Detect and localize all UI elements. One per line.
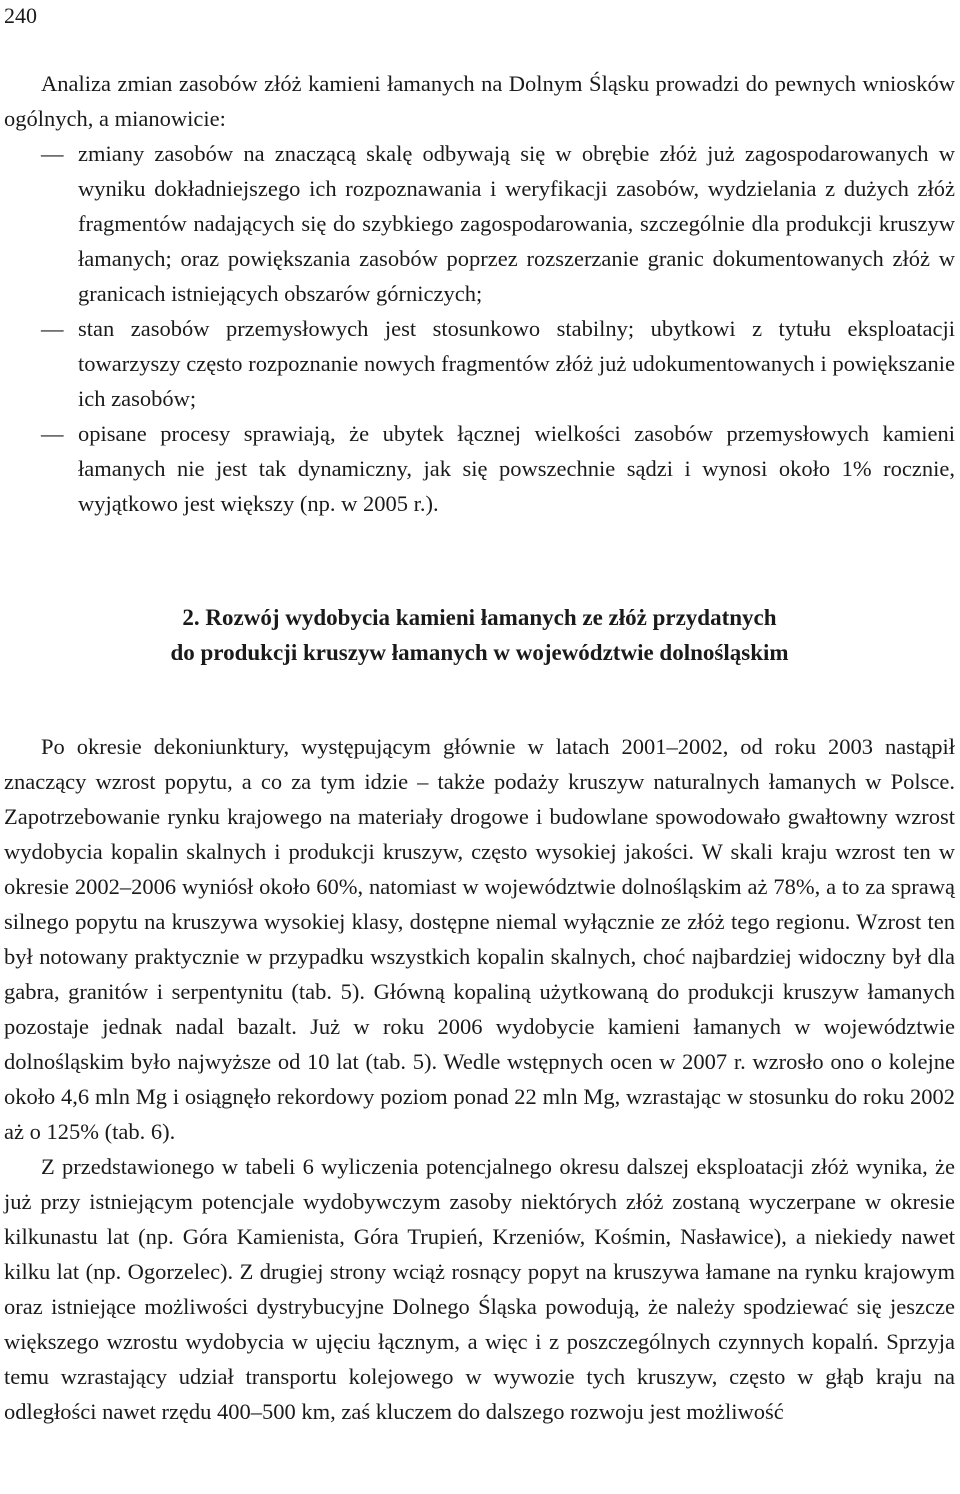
- body-paragraph: Po okresie dekoniunktury, występującym głównie w latach 2001–2002, od roku 2003 nastąpił znaczący wzrost popytu, a co za tym idzie – także podaży kruszyw naturalnych łamanych w Polsce. Zapotrzebowanie rynku krajowego na materiały drogowe i budowlane spowodowało gwałtowny wzrost wydobycia kopalin skalnych i produkcji kruszyw, często wysokiej jakości. W skali kraju wzrost ten w okresie 2002–2006 wyniósł około 60%, natomiast w województwie dolnośląskim aż 78%, a to za sprawą silnego popytu na kruszywa wysokiej klasy, dostępne niemal wyłącznie ze złóż tego regionu. Wzrost ten był notowany praktycznie w przypadku wszystkich kopalin skalnych, choć najbardziej widoczny był dla gabra, granitów i serpentynitu (tab. 5). Główną kopaliną użytkowaną do produkcji kruszyw łamanych pozostaje jednak nadal bazalt. Już w roku 2006 wydobycie kamieni łamanych w województwie dolnośląskim było najwyższe od 10 lat (tab. 5). Wedle wstępnych ocen w 2007 r. wzrosło ono o kolejne około 4,6 mln Mg i osiągnęło rekordowy poziom ponad 22 mln Mg, wzrastając w stosunku do roku 2002 aż o 125% (tab. 6).: [4, 734, 955, 1144]
- list-item-text: opisane procesy sprawiają, że ubytek łącznej wielkości zasobów przemysłowych kamieni łamanych nie jest tak dynamiczny, jak się powszechnie sądzi i wynosi około 1% rocznie, wyjątkowo jest większy (np. w 2005 r.).: [78, 421, 955, 516]
- section-heading-line-1: 2. Rozwój wydobycia kamieni łamanych ze złóż przydatnych: [182, 605, 777, 630]
- dash-marker: —: [41, 141, 64, 166]
- section-heading-line-2: do produkcji kruszyw łamanych w województwie dolnośląskim: [170, 640, 789, 665]
- list-item-text: stan zasobów przemysłowych jest stosunkowo stabilny; ubytkowi z tytułu eksploatacji towarzyszy często rozpoznanie nowych fragmentów złóż już udokumentowanych i powiększanie ich zasobów;: [78, 316, 955, 411]
- body-paragraph: Z przedstawionego w tabeli 6 wyliczenia potencjalnego okresu dalszej eksploatacji złóż wynika, że już przy istniejącym potencjale wydobywczym zasoby niektórych złóż zostaną wyczerpane w okresie kilkunastu lat (np. Góra Kamienista, Góra Trupień, Krzeniów, Kośmin, Nasławice), a niekiedy nawet kilku lat (np. Ogorzelec). Z drugiej strony wciąż rosnący popyt na kruszywa łamane na rynku krajowym oraz istniejące możliwości dystrybucyjne Dolnego Śląska powodują, że należy spodziewać się jeszcze większego wzrostu wydobycia w ujęciu łącznym, a więc i z poszczególnych czynnych kopalń. Sprzyja temu wzrastający udział transportu kolejowego w wywozie tych kruszyw, często w głąb kraju na odległości nawet rzędu 400–500 km, zaś kluczem do dalszego rozwoju jest możliwość: [4, 1154, 955, 1424]
- dash-marker: —: [41, 421, 64, 446]
- section-body: [4, 729, 955, 1429]
- page-number: 240: [4, 3, 37, 28]
- intro-paragraph: Analiza zmian zasobów złóż kamieni łamanych na Dolnym Śląsku prowadzi do pewnych wniosków ogólnych, a mianowicie:: [4, 71, 955, 131]
- list-item: [4, 311, 955, 416]
- dash-marker: —: [41, 316, 64, 341]
- conclusions-list: [4, 136, 955, 521]
- section-heading: [4, 600, 955, 670]
- list-item: [4, 416, 955, 521]
- list-item-text: zmiany zasobów na znaczącą skalę odbywają się w obrębie złóż już zagospodarowanych w wyniku dokładniejszego ich rozpoznawania i weryfikacji zasobów, wydzielania z dużych złóż fragmentów nadających się do szybkiego zagospodarowania, szczególnie dla produkcji kruszyw łamanych; oraz powiększania zasobów poprzez rozszerzanie granic dokumentowanych złóż w granicach istniejących obszarów górniczych;: [78, 141, 955, 306]
- list-item: [4, 136, 955, 311]
- page-content: [4, 66, 955, 1429]
